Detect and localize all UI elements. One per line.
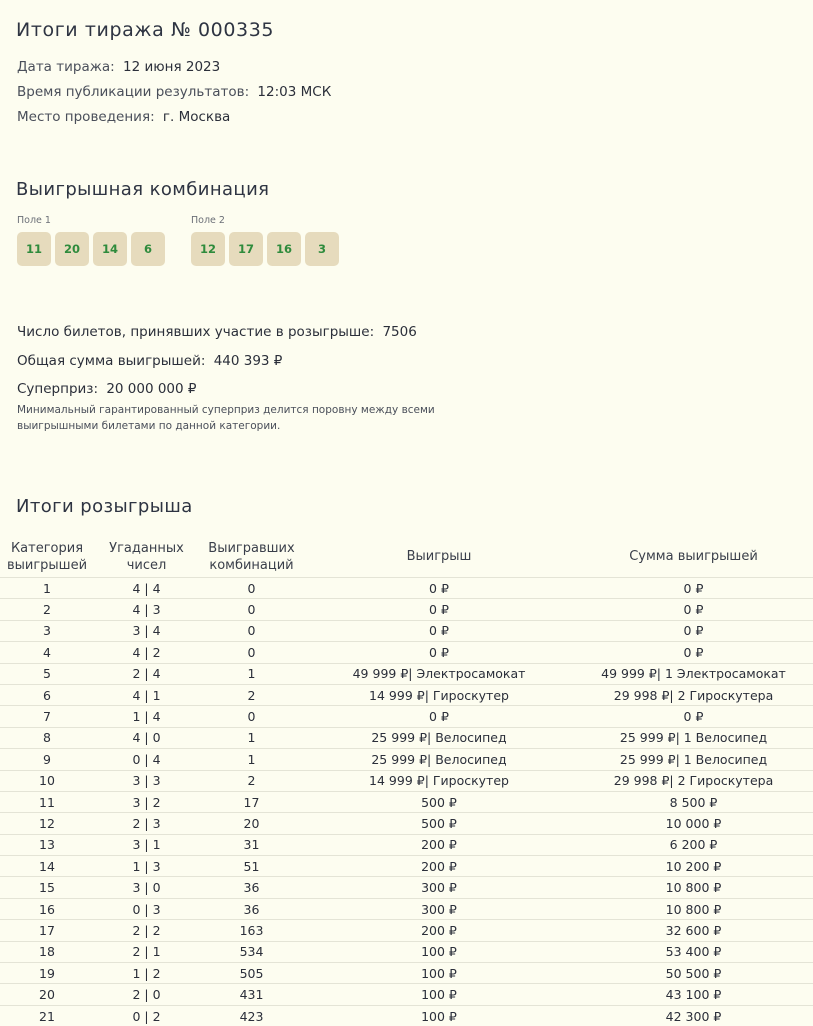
guessed-cell: 1 | 3 [94,856,199,877]
table-row [0,791,813,812]
superprize-row [17,381,197,397]
publish-time-value: 12:03 МСК [257,84,331,100]
prize-total-cell: 10 800 ₽ [574,898,813,919]
prize-cell: 100 ₽ [304,1005,574,1026]
guessed-cell: 0 | 3 [94,898,199,919]
guessed-cell: 2 | 0 [94,984,199,1005]
field2-label: Поле 2 [191,215,225,226]
prize-total-cell: 25 999 ₽| 1 Велосипед [574,727,813,748]
winning-combos-cell: 0 [199,706,304,727]
category-cell: 15 [0,877,94,898]
prize-cell: 0 ₽ [304,599,574,620]
field2-balls [191,232,339,266]
winning-combos-cell: 36 [199,898,304,919]
prize-total-cell: 10 000 ₽ [574,813,813,834]
category-cell: 20 [0,984,94,1005]
table-header-row [0,536,813,578]
prize-cell: 0 ₽ [304,620,574,641]
guessed-cell: 0 | 2 [94,1005,199,1026]
category-cell: 4 [0,642,94,663]
prize-cell: 100 ₽ [304,984,574,1005]
prize-cell: 200 ₽ [304,834,574,855]
winning-combos-cell: 31 [199,834,304,855]
guessed-cell: 1 | 4 [94,706,199,727]
table-row [0,920,813,941]
guessed-cell: 1 | 2 [94,963,199,984]
winning-combos-cell: 0 [199,599,304,620]
prize-cell: 300 ₽ [304,877,574,898]
prize-total-cell: 50 500 ₽ [574,963,813,984]
draw-date-label: Дата тиража: [17,59,115,75]
category-cell: 9 [0,749,94,770]
winning-combos-cell: 0 [199,642,304,663]
ball: 6 [131,232,165,266]
table-row [0,898,813,919]
column-header-guessed: Угаданных чисел [94,536,199,578]
ball: 11 [17,232,51,266]
table-row [0,856,813,877]
results-table-body [0,578,813,1026]
table-row [0,834,813,855]
winning-combos-cell: 163 [199,920,304,941]
prize-cell: 300 ₽ [304,898,574,919]
prize-total-cell: 29 998 ₽| 2 Гироскутера [574,684,813,705]
tickets-count-label: Число билетов, принявших участие в розыгрыше: [17,324,374,340]
field1-label: Поле 1 [17,215,51,226]
winning-combos-cell: 423 [199,1005,304,1026]
prize-cell: 25 999 ₽| Велосипед [304,727,574,748]
table-row [0,770,813,791]
ball: 17 [229,232,263,266]
prize-cell: 49 999 ₽| Электросамокат [304,663,574,684]
winning-combos-cell: 51 [199,856,304,877]
category-cell: 2 [0,599,94,620]
guessed-cell: 4 | 1 [94,684,199,705]
guessed-cell: 4 | 4 [94,578,199,599]
prize-total-cell: 10 200 ₽ [574,856,813,877]
prize-cell: 500 ₽ [304,813,574,834]
superprize-note: Минимальный гарантированный суперприз делится поровну между всеми выигрышными билетами по данной категории. [17,402,457,434]
category-cell: 18 [0,941,94,962]
prize-cell: 100 ₽ [304,963,574,984]
winning-combos-cell: 1 [199,727,304,748]
table-row [0,727,813,748]
category-cell: 8 [0,727,94,748]
winning-combos-cell: 20 [199,813,304,834]
prize-total-cell: 0 ₽ [574,706,813,727]
ball: 20 [55,232,89,266]
column-header-category: Категория выигрышей [0,536,94,578]
publish-time-row [17,84,331,100]
category-cell: 6 [0,684,94,705]
winning-combos-cell: 17 [199,791,304,812]
table-row [0,813,813,834]
venue-value: г. Москва [163,109,230,125]
category-cell: 3 [0,620,94,641]
total-winnings-label: Общая сумма выигрышей: [17,353,205,369]
prize-total-cell: 0 ₽ [574,620,813,641]
publish-time-label: Время публикации результатов: [17,84,249,100]
draw-date-value: 12 июня 2023 [123,59,220,75]
prize-total-cell: 29 998 ₽| 2 Гироскутера [574,770,813,791]
category-cell: 7 [0,706,94,727]
column-header-prize-total: Сумма выигрышей [574,536,813,578]
category-cell: 19 [0,963,94,984]
prize-cell: 0 ₽ [304,578,574,599]
winning-combos-cell: 2 [199,684,304,705]
prize-cell: 500 ₽ [304,791,574,812]
table-row [0,749,813,770]
category-cell: 14 [0,856,94,877]
category-cell: 11 [0,791,94,812]
ball: 14 [93,232,127,266]
guessed-cell: 4 | 2 [94,642,199,663]
prize-total-cell: 49 999 ₽| 1 Электросамокат [574,663,813,684]
table-row [0,963,813,984]
results-table [0,536,813,1026]
prize-cell: 14 999 ₽| Гироскутер [304,684,574,705]
prize-cell: 0 ₽ [304,642,574,663]
winning-combos-cell: 36 [199,877,304,898]
prize-total-cell: 10 800 ₽ [574,877,813,898]
ball: 3 [305,232,339,266]
winning-combos-cell: 534 [199,941,304,962]
guessed-cell: 3 | 3 [94,770,199,791]
prize-total-cell: 8 500 ₽ [574,791,813,812]
table-row [0,642,813,663]
total-winnings-row [17,353,282,369]
winning-combination-title: Выигрышная комбинация [16,179,269,200]
table-row [0,984,813,1005]
field1-balls [17,232,165,266]
venue-row [17,109,230,125]
prize-total-cell: 42 300 ₽ [574,1005,813,1026]
prize-total-cell: 53 400 ₽ [574,941,813,962]
prize-total-cell: 0 ₽ [574,578,813,599]
page-title: Итоги тиража № 000335 [16,19,274,41]
table-row [0,1005,813,1026]
column-header-winning-combos: Выигравших комбинаций [199,536,304,578]
tickets-count-value: 7506 [382,324,416,340]
ball: 12 [191,232,225,266]
table-row [0,877,813,898]
prize-cell: 100 ₽ [304,941,574,962]
draw-date-row [17,59,220,75]
tickets-count-row [17,324,417,340]
guessed-cell: 2 | 3 [94,813,199,834]
winning-combos-cell: 0 [199,578,304,599]
prize-cell: 0 ₽ [304,706,574,727]
column-header-prize: Выигрыш [304,536,574,578]
guessed-cell: 0 | 4 [94,749,199,770]
superprize-label: Суперприз: [17,381,98,397]
prize-total-cell: 43 100 ₽ [574,984,813,1005]
guessed-cell: 3 | 1 [94,834,199,855]
guessed-cell: 2 | 4 [94,663,199,684]
winning-combos-cell: 2 [199,770,304,791]
prize-cell: 25 999 ₽| Велосипед [304,749,574,770]
prize-total-cell: 25 999 ₽| 1 Велосипед [574,749,813,770]
prize-cell: 200 ₽ [304,920,574,941]
guessed-cell: 4 | 3 [94,599,199,620]
category-cell: 5 [0,663,94,684]
prize-cell: 14 999 ₽| Гироскутер [304,770,574,791]
prize-total-cell: 0 ₽ [574,599,813,620]
table-row [0,599,813,620]
table-row [0,706,813,727]
category-cell: 10 [0,770,94,791]
guessed-cell: 3 | 4 [94,620,199,641]
superprize-value: 20 000 000 ₽ [106,381,196,397]
category-cell: 17 [0,920,94,941]
winning-combos-cell: 0 [199,620,304,641]
venue-label: Место проведения: [17,109,155,125]
total-winnings-value: 440 393 ₽ [214,353,283,369]
table-row [0,941,813,962]
winning-combos-cell: 1 [199,663,304,684]
table-row [0,620,813,641]
category-cell: 16 [0,898,94,919]
guessed-cell: 2 | 2 [94,920,199,941]
table-row [0,578,813,599]
ball: 16 [267,232,301,266]
prize-total-cell: 0 ₽ [574,642,813,663]
winning-combos-cell: 505 [199,963,304,984]
prize-total-cell: 32 600 ₽ [574,920,813,941]
table-row [0,684,813,705]
guessed-cell: 2 | 1 [94,941,199,962]
category-cell: 21 [0,1005,94,1026]
prize-cell: 200 ₽ [304,856,574,877]
category-cell: 13 [0,834,94,855]
guessed-cell: 3 | 0 [94,877,199,898]
category-cell: 1 [0,578,94,599]
results-title: Итоги розыгрыша [16,496,193,517]
guessed-cell: 4 | 0 [94,727,199,748]
table-row [0,663,813,684]
category-cell: 12 [0,813,94,834]
winning-combos-cell: 431 [199,984,304,1005]
guessed-cell: 3 | 2 [94,791,199,812]
winning-combos-cell: 1 [199,749,304,770]
prize-total-cell: 6 200 ₽ [574,834,813,855]
